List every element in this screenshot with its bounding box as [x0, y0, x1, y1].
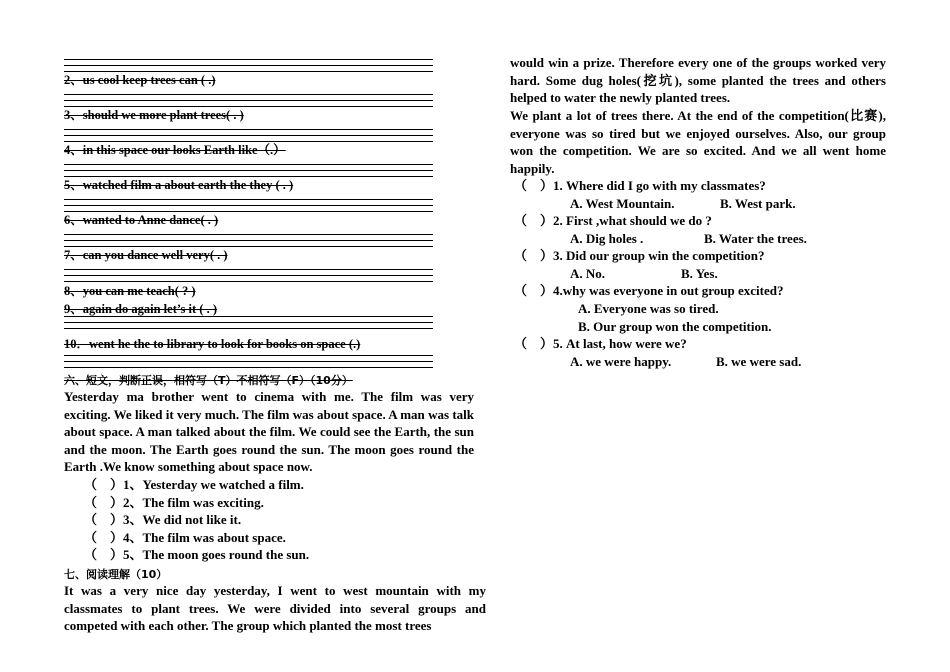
writing-item-8: 8、you can me teach( ? ): [64, 284, 196, 298]
section6-question-3: （ ）3、We did not like it.: [84, 512, 242, 527]
section6-question-5: （ ）5、The moon goes round the sun.: [84, 547, 310, 562]
section7-question-1: （ ）1. Where did I go with my classmates?: [514, 178, 766, 193]
section7-question-2: （ ）2. First ,what should we do ?: [514, 213, 712, 228]
section7-title: 七、阅读理解（10）: [64, 568, 168, 581]
section6-question-4: （ ）4、The film was about space.: [84, 530, 286, 545]
writing-item-6: 6、wanted to Anne dance( . ): [64, 213, 219, 227]
section7-q4-option-b: B. Our group won the competition.: [578, 319, 772, 334]
section7-question-3: （ ）3. Did our group win the competition?: [514, 248, 765, 263]
section7-q5-option-a: A. we were happy.: [570, 354, 672, 369]
section7-q3-option-a: A. No.: [570, 266, 606, 281]
writing-item-3: 3、should we more plant trees( . ): [64, 108, 244, 122]
section7-q1-option-a: A. West Mountain.: [570, 196, 675, 211]
section7-q4-option-a: A. Everyone was so tired.: [578, 301, 719, 316]
section7-q5-option-b: B. we were sad.: [716, 354, 802, 369]
section7-passage-part2: would win a prize. Therefore every one of the groups worked very hard. Some dug holes(挖坑), some planted the trees and others helped to water the newly planted trees.: [510, 55, 886, 106]
section7-question-5: （ ）5. At last, how were we?: [514, 336, 687, 351]
section7-q2-option-a: A. Dig holes .: [570, 231, 644, 246]
section7-q2-option-b: B. Water the trees.: [704, 231, 807, 246]
section6-question-2: （ ）2、The film was exciting.: [84, 495, 264, 510]
writing-item-5: 5、watched film a about earth the they ( . ): [64, 178, 294, 192]
section7-passage-part3: We plant a lot of trees there. At the end of the competition(比赛), everyone was so tired but we enjoyed ourselves. Also, our group won the competition. We are so excited. And we all went home happily.: [510, 108, 886, 176]
section7-q1-option-b: B. West park.: [720, 196, 796, 211]
section7-q3-option-b: B. Yes.: [681, 266, 718, 281]
section6-title: 六、短文，判断正误，相符写（T）不相符写（F）（10分）: [64, 374, 353, 387]
section6-passage: Yesterday ma brother went to cinema with me. The film was very exciting. We liked it very much. The film was about space. A man was talk about space. A man talked about the film. We could see the Earth, the sun and the moon. The Earth goes round the sun. The moon goes round the Earth .We know something about space now.: [64, 389, 474, 475]
section6-question-1: （ ）1、Yesterday we watched a film.: [84, 477, 304, 492]
writing-item-4: 4、in this space our looks Earth like（.）: [64, 143, 286, 157]
writing-item-2: 2、us cool keep trees can ( .): [64, 73, 216, 87]
writing-item-9: 9、again do again let’s it ( . ): [64, 302, 218, 316]
section7-question-4: （ ）4.why was everyone in out group excited?: [514, 283, 784, 298]
writing-item-10: 10．went he the to library to look for books on space (.): [64, 337, 361, 351]
writing-item-7: 7、can you dance well very( . ): [64, 248, 228, 262]
section7-passage-part1: It was a very nice day yesterday, I went to west mountain with my classmates to plant trees. We were divided into several groups and competed with each other. The group which planted the most trees: [64, 583, 486, 634]
